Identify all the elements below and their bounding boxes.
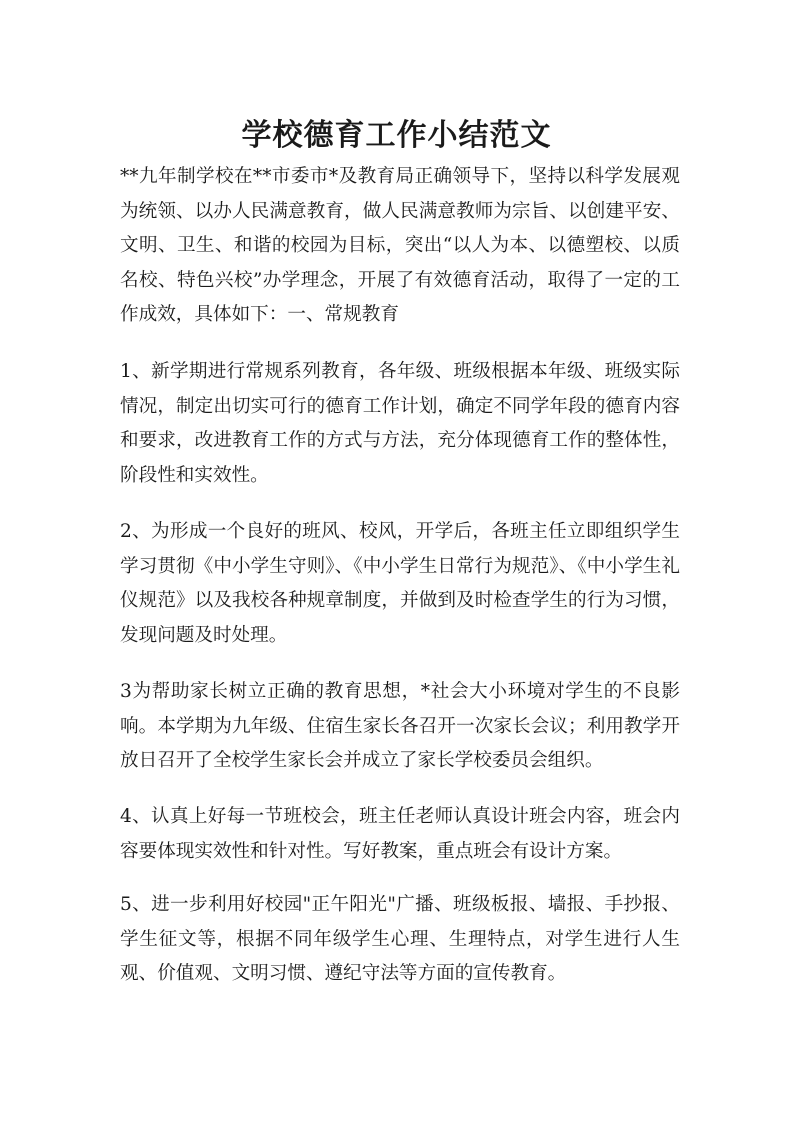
paragraph-item-5: 5、进一步利用好校园"正午阳光"广播、班级板报、墙报、手抄报、学生征文等，根据不同年级学生心理、生理特点，对学生进行人生观、价值观、文明习惯、遵纪守法等方面的宣传教育。	[120, 894, 680, 984]
paragraph-item-2: 2、为形成一个良好的班风、校风，开学后，各班主任立即组织学生学习贯彻《中小学生守则》、《中小学生日常行为规范》、《中小学生礼仪规范》以及我校各种规章制度，并做到及时检查学生的行为习惯，发现问题及时处理。	[120, 521, 680, 646]
paragraph-item-3: 3为帮助家长树立正确的教育思想，*社会大小环境对学生的不良影响。本学期为九年级、住宿生家长各召开一次家长会议；利用教学开放日召开了全校学生家长会并成立了家长学校委员会组织。	[120, 681, 680, 771]
document-title: 学校德育工作小结范文	[241, 118, 552, 154]
paragraph-item-4: 4、认真上好每一节班校会，班主任老师认真设计班会内容，班会内容要体现实效性和针对性。写好教案，重点班会有设计方案。	[120, 806, 680, 862]
paragraph-item-1: 1、新学期进行常规系列教育，各年级、班级根据本年级、班级实际情况，制定出切实可行的德育工作计划，确定不同学年段的德育内容和要求，改进教育工作的方式与方法，充分体现德育工作的整体性，阶段性和实效性。	[120, 361, 680, 486]
paragraph-intro: **九年制学校在**市委市*及教育局正确领导下，坚持以科学发展观为统领、以办人民满意教育，做人民满意教师为宗旨、以创建平安、文明、卫生、和谐的校园为目标，突出“以人为本、以德塑校、以质名校、特色兴校”办学理念，开展了有效德育活动，取得了一定的工作成效，具体如下：一、常规教育	[120, 166, 680, 325]
